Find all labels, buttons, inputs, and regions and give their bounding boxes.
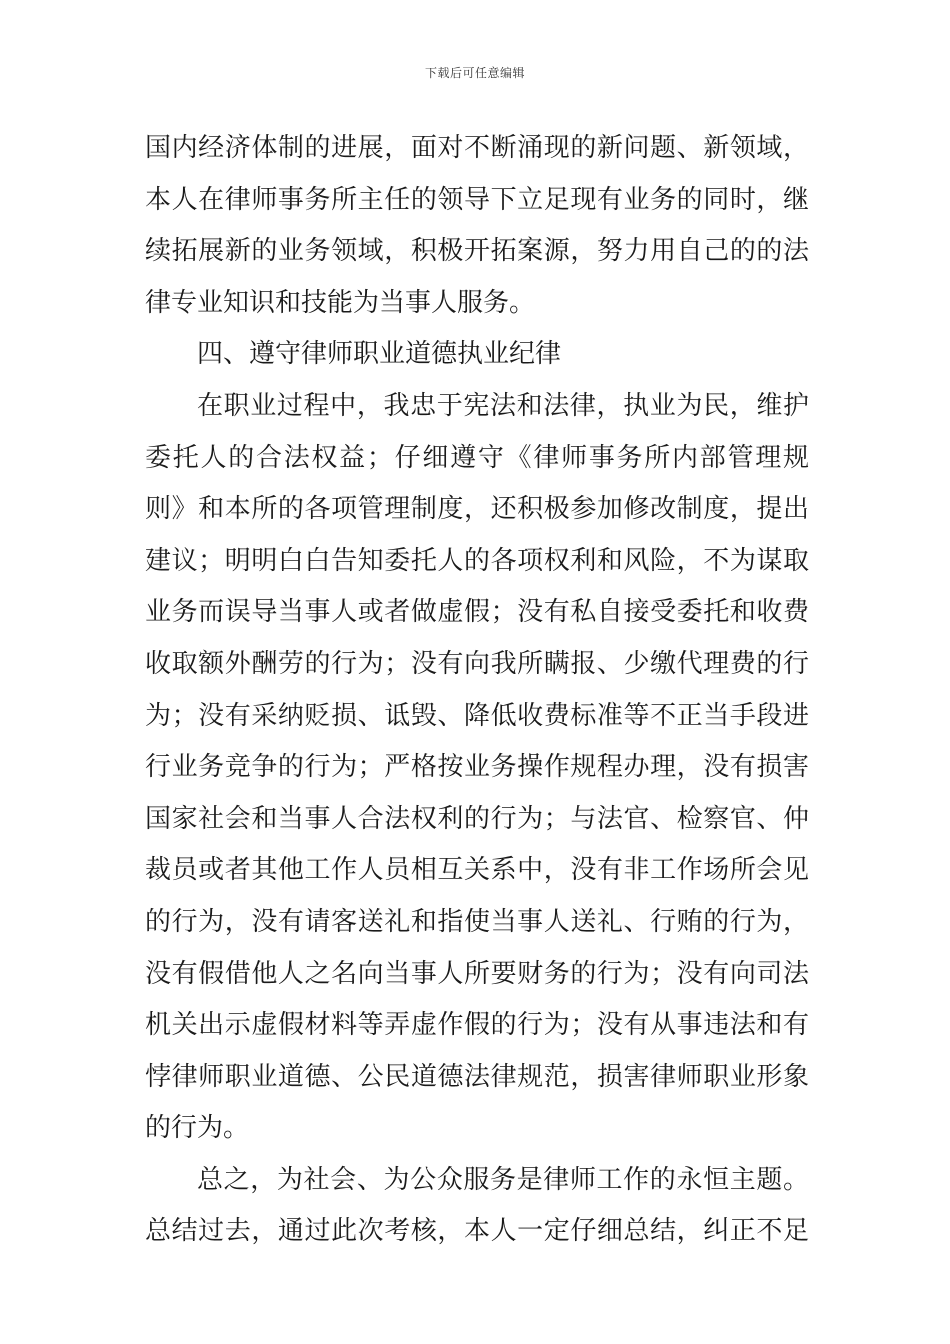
text-line: 裁员或者其他工作人员相互关系中，没有非工作场所会见 xyxy=(145,855,809,886)
text-line: 委托人的合法权益；仔细遵守《律师事务所内部管理规 xyxy=(145,442,809,473)
text-line: 业务而误导当事人或者做虚假；没有私自接受委托和收费 xyxy=(145,597,809,628)
text-line: 没有假借他人之名向当事人所要财务的行为；没有向司法 xyxy=(145,958,809,989)
page-header: 下载后可任意编辑 xyxy=(424,66,525,80)
text-line: 四、遵守律师职业道德执业纪律 xyxy=(197,339,562,370)
text-line: 总之，为社会、为公众服务是律师工作的永恒主题。 xyxy=(197,1164,809,1195)
text-line: 的行为，没有请客送礼和指使当事人送礼、行贿的行为， xyxy=(145,906,809,937)
document-body xyxy=(145,123,809,1258)
text-line: 在职业过程中，我忠于宪法和法律，执业为民，维护 xyxy=(197,390,809,421)
text-line: 续拓展新的业务领域，积极开拓案源，努力用自己的的法 xyxy=(145,236,809,267)
text-line: 则》和本所的各项管理制度，还积极参加修改制度，提出 xyxy=(145,494,809,525)
text-line: 机关出示虚假材料等弄虚作假的行为；没有从事违法和有 xyxy=(145,1010,809,1041)
text-line: 为；没有采纳贬损、诋毁、降低收费标准等不正当手段进 xyxy=(145,700,809,731)
text-line: 国内经济体制的进展，面对不断涌现的新问题、新领域， xyxy=(145,133,809,163)
text-line: 收取额外酬劳的行为；没有向我所瞒报、少缴代理费的行 xyxy=(145,648,809,679)
text-line: 悖律师职业道德、公民道德法律规范，损害律师职业形象 xyxy=(145,1061,809,1092)
text-line: 的行为。 xyxy=(145,1113,250,1144)
text-line: 总结过去，通过此次考核，本人一定仔细总结，纠正不足 xyxy=(145,1216,809,1247)
text-line: 本人在律师事务所主任的领导下立足现有业务的同时，继 xyxy=(145,184,809,215)
text-line: 律专业知识和技能为当事人服务。 xyxy=(145,287,536,318)
text-line: 行业务竞争的行为；严格按业务操作规程办理，没有损害 xyxy=(145,752,809,783)
text-line: 建议；明明白白告知委托人的各项权利和风险，不为谋取 xyxy=(145,545,809,576)
text-line: 国家社会和当事人合法权利的行为；与法官、检察官、仲 xyxy=(145,803,809,834)
